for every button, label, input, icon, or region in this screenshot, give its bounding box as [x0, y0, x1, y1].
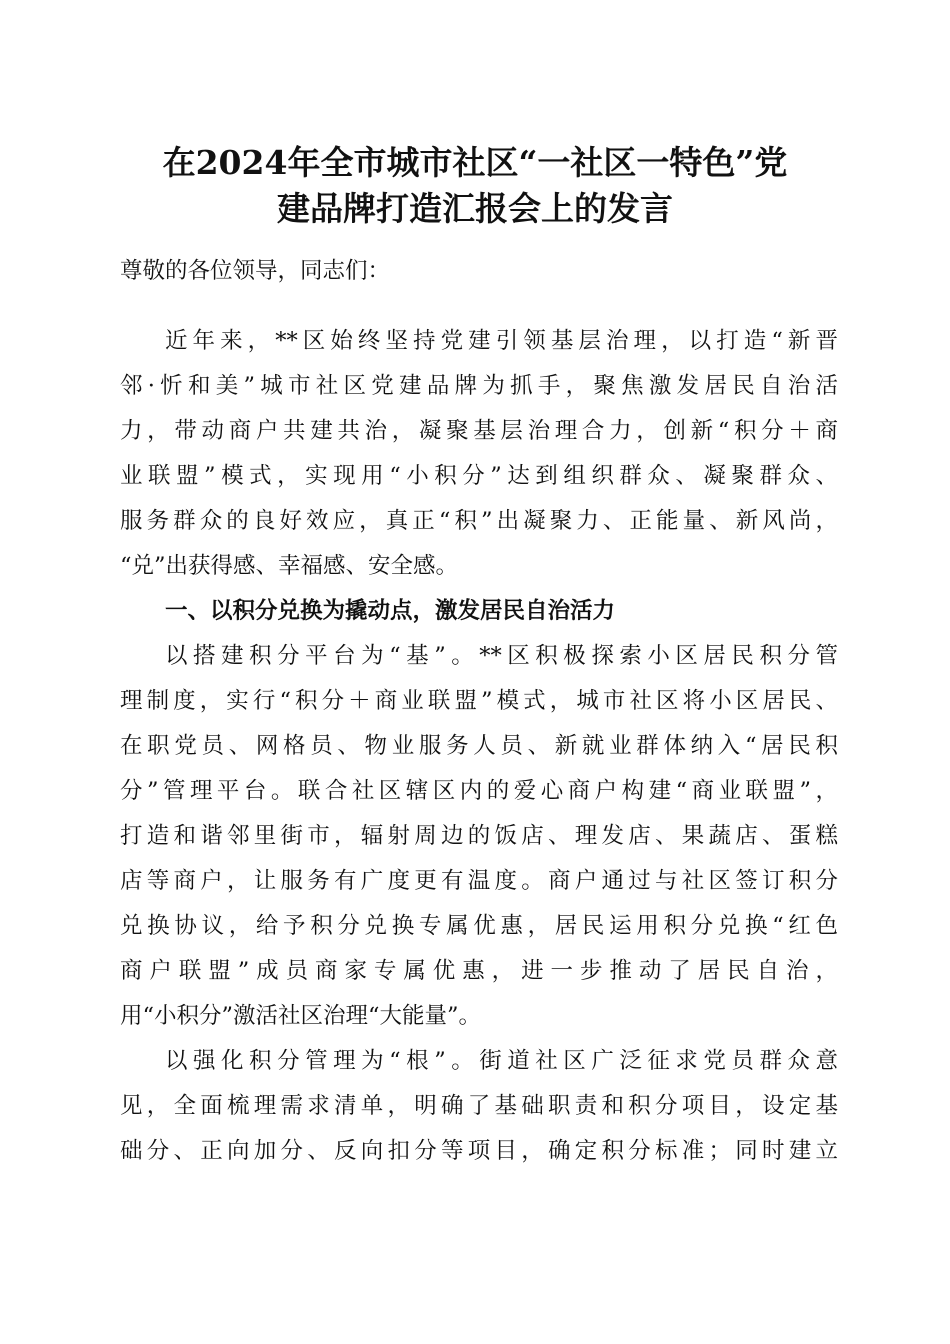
paragraph-line: 近年来，**区始终坚持党建引领基层治理，以打造“新晋 — [165, 328, 838, 354]
paragraph-line: 力，带动商户共建共治，凝聚基层治理合力，创新“积分＋商 — [120, 418, 838, 444]
document-title-line-2: 建品牌打造汇报会上的发言 — [277, 189, 673, 228]
paragraph-line: 业联盟”模式，实现用“小积分”达到组织群众、凝聚群众、 — [120, 463, 838, 489]
paragraph-line: 用“小积分”激活社区治理“大能量”。 — [120, 1003, 482, 1029]
paragraph-line: 见，全面梳理需求清单，明确了基础职责和积分项目，设定基 — [120, 1093, 838, 1119]
paragraph-line: 打造和谐邻里街市，辐射周边的饭店、理发店、果蔬店、蛋糕 — [120, 823, 838, 849]
paragraph-line: 店等商户，让服务有广度更有温度。商户通过与社区签订积分 — [120, 868, 838, 894]
paragraph-line: 以强化积分管理为“根”。街道社区广泛征求党员群众意 — [165, 1048, 838, 1074]
section-heading: 一、以积分兑换为撬动点，激发居民自治活力 — [165, 598, 616, 624]
paragraph-line: 以搭建积分平台为“基”。**区积极探索小区居民积分管 — [165, 643, 838, 669]
paragraph-line: “兑”出获得感、幸福感、安全感。 — [120, 553, 459, 579]
paragraph-line: 兑换协议，给予积分兑换专属优惠，居民运用积分兑换“红色 — [120, 913, 838, 939]
paragraph-line: 理制度，实行“积分＋商业联盟”模式，城市社区将小区居民、 — [120, 688, 838, 714]
document-title-line-1: 在2024年全市城市社区“一社区一特色”党 — [162, 143, 788, 182]
paragraph-line: 商户联盟”成员商家专属优惠，进一步推动了居民自治， — [120, 958, 838, 984]
paragraph-line: 在职党员、网格员、物业服务人员、新就业群体纳入“居民积 — [120, 733, 838, 759]
paragraph-line: 础分、正向加分、反向扣分等项目，确定积分标准；同时建立 — [120, 1138, 838, 1164]
paragraph-line: 邻·忻和美”城市社区党建品牌为抓手，聚焦激发居民自治活 — [120, 373, 838, 399]
paragraph-line: 分”管理平台。联合社区辖区内的爱心商户构建“商业联盟”， — [120, 778, 838, 804]
paragraph-line: 服务群众的良好效应，真正“积”出凝聚力、正能量、新风尚， — [120, 508, 838, 534]
salutation: 尊敬的各位领导，同志们： — [120, 258, 391, 284]
